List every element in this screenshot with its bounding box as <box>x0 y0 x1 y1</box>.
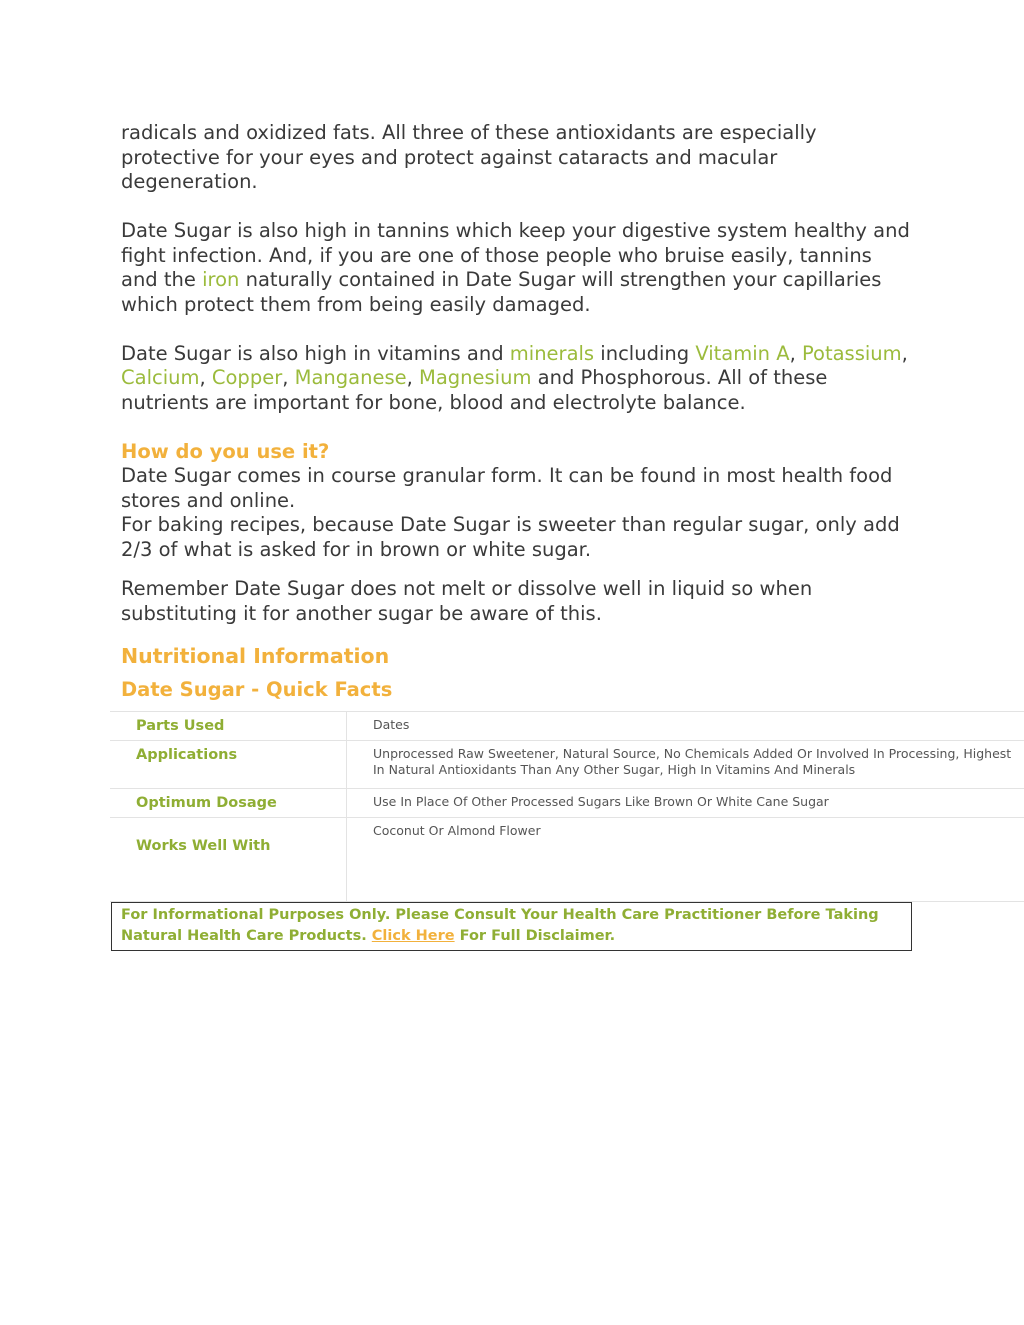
intro-paragraph: radicals and oxidized fats. All three of these antioxidants are especially protective for your eyes and protect against cataracts and macular degeneration. <box>121 121 817 193</box>
separator: , <box>406 366 420 389</box>
disclaimer-link[interactable]: Click Here <box>371 928 455 944</box>
fact-value: Use In Place Of Other Processed Sugars Like Brown Or White Cane Sugar <box>347 789 1024 818</box>
disclaimer-text-end: For Full Disclaimer. <box>454 928 616 944</box>
tannins-paragraph <box>121 219 911 317</box>
how-to-use-line-1: Date Sugar comes in course granular form. It can be found in most health food stores and online. <box>121 464 893 512</box>
including-text: including <box>594 341 696 365</box>
manganese-link[interactable]: Manganese <box>294 366 407 389</box>
separator: , <box>282 366 295 389</box>
copper-link[interactable]: Copper <box>211 366 283 389</box>
table-row <box>110 741 1024 789</box>
potassium-link[interactable]: Potassium <box>801 341 902 365</box>
table-row <box>110 789 1024 818</box>
how-to-use-line-2: For baking recipes, because Date Sugar is sweeter than regular sugar, only add 2/3 of what is asked for in brown or white sugar. <box>121 513 900 561</box>
how-to-use-heading: How do you use it? <box>121 439 330 463</box>
fact-label: Works Well With <box>110 818 347 902</box>
minerals-text-start: Date Sugar is also high in vitamins and <box>121 341 510 365</box>
vitamin-a-link[interactable]: Vitamin A <box>695 341 790 365</box>
separator: , <box>789 341 802 365</box>
quick-facts-heading: Date Sugar - Quick Facts <box>121 678 393 701</box>
separator: , <box>901 341 908 365</box>
disclaimer-text: For Informational Purposes Only. Please Consult Your Health Care Practitioner Before Taking Natural Health Care Products. <box>121 907 879 944</box>
minerals-paragraph <box>121 342 911 416</box>
fact-value: Unprocessed Raw Sweetener, Natural Source, No Chemicals Added Or Involved In Processing, Highest In Natural Antioxidants Than Any Other Sugar, High In Vitamins And Minerals <box>347 741 1024 789</box>
separator: , <box>199 366 212 389</box>
fact-label: Parts Used <box>110 712 347 741</box>
fact-value: Dates <box>347 712 1024 741</box>
minerals-link[interactable]: minerals <box>509 341 595 365</box>
article-body <box>121 121 911 703</box>
nutritional-info-heading: Nutritional Information <box>121 644 390 668</box>
tannins-text-end: naturally contained in Date Sugar will strengthen your capillaries which protect them from being easily damaged. <box>121 268 882 316</box>
tannins-text-start: Date Sugar is also high in tannins which keep your digestive system healthy and fight infection. And, if you are one of those people who bruise easily, tannins and the <box>121 219 910 291</box>
fact-label: Optimum Dosage <box>110 789 347 818</box>
remember-paragraph: Remember Date Sugar does not melt or dissolve well in liquid so when substituting it for another sugar be aware of this. <box>121 577 813 625</box>
fact-value: Coconut Or Almond Flower <box>347 818 1024 902</box>
minerals-text-end: and Phosphorous. All of these nutrients are important for bone, blood and electrolyte balance. <box>121 366 828 414</box>
fact-label: Applications <box>110 741 347 789</box>
calcium-link[interactable]: Calcium <box>121 366 200 389</box>
iron-link[interactable]: iron <box>202 268 240 291</box>
quick-facts-table <box>110 711 1024 902</box>
table-row <box>110 712 1024 741</box>
disclaimer-box <box>111 902 912 951</box>
table-row <box>110 818 1024 902</box>
magnesium-link[interactable]: Magnesium <box>419 366 532 389</box>
